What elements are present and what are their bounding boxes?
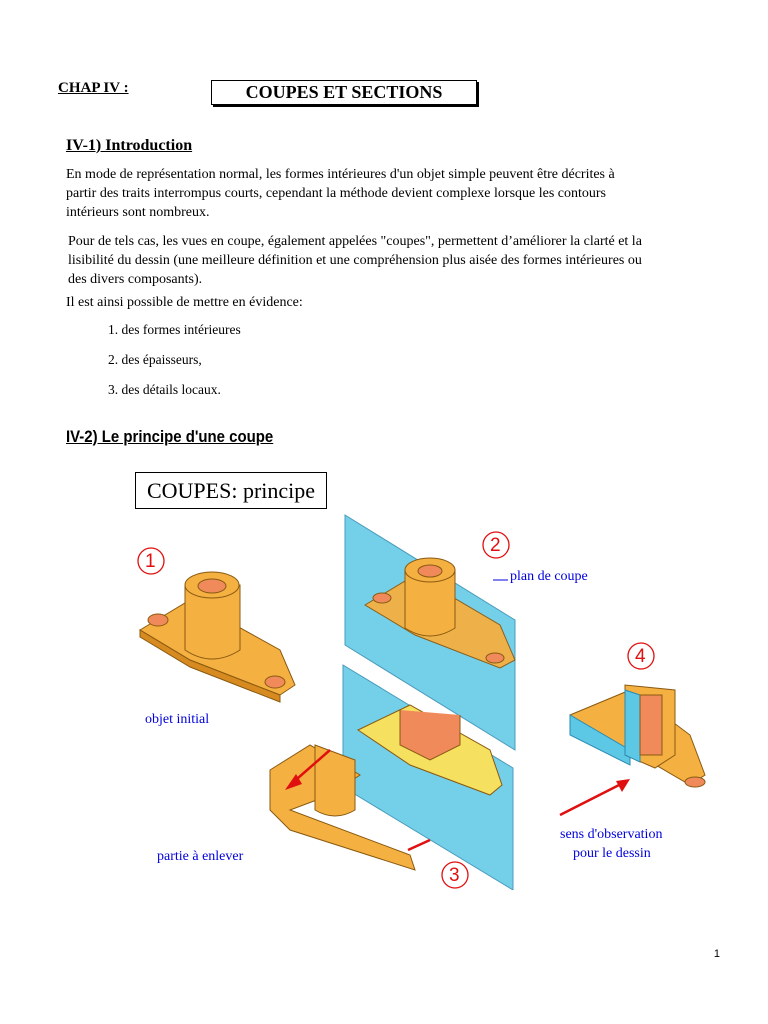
cut-object-illustration [570,685,705,787]
intro-paragraph-3: Il est ainsi possible de mettre en évidence: [66,295,303,310]
list-item: 3. des détails locaux. [108,382,221,397]
list-item: 1. des formes intérieures [108,322,241,337]
section-figure [130,510,730,890]
section-heading-principe: IV-2) Le principe d'une coupe [66,427,274,446]
arrow-sens-observation [560,782,625,815]
label-pour-le-dessin: pour le dessin [573,846,651,861]
page-title: COUPES ET SECTIONS [211,80,477,105]
arrow-section [408,840,430,850]
label-plan-de-coupe: plan de coupe [510,569,588,584]
figure-title: COUPES: principe [135,472,327,509]
section-heading-introduction: IV-1) Introduction [66,137,193,154]
step-number: 2 [490,535,501,556]
step-number: 1 [145,551,156,572]
intro-paragraph-2: Pour de tels cas, les vues en coupe, également appelées "coupes", permettent d’améliorer la clarté et la lisibilité du dessin (une meilleure définition et une compréhension plus aisée des formes intérieures ou des divers composants). [68,234,642,287]
chapter-label: CHAP IV : [58,80,129,96]
label-sens-observation: sens d'observation [560,827,663,842]
page-number: 1 [713,948,720,960]
step-number: 4 [635,646,646,667]
intro-paragraph-1: En mode de représentation normal, les formes intérieures d'un objet simple peuvent être décrites à partir des traits interrompus courts, cependant la méthode devient complexe lorsque les contours intérieurs sont nombreux. [66,167,615,220]
step-number: 3 [449,865,460,886]
label-objet-initial: objet initial [145,712,210,727]
object-initial-illustration [140,572,295,702]
label-partie-a-enlever: partie à enlever [157,849,244,864]
list-item: 2. des épaisseurs, [108,352,202,367]
